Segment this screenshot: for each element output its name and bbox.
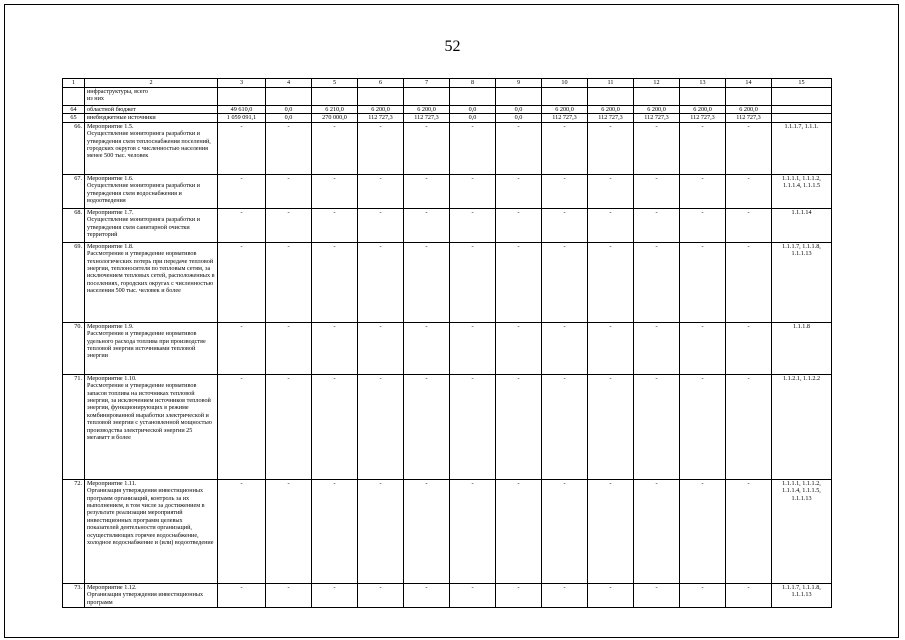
- header-cell: 5: [312, 79, 358, 88]
- value-cell: -: [634, 122, 680, 174]
- value-cell: -: [358, 208, 404, 242]
- value-cell: -: [404, 174, 450, 208]
- value-cell: 112 727,3: [680, 114, 726, 122]
- value-cell: 0,0: [496, 114, 542, 122]
- measure-description: Организация утверждения инвестиционных программ организаций, контроль за их выполнением, в том числе за достижением в результате реализации мероприятий инвестиционных программ целевых показателей деятельности организаций, осуществляющих горячее водоснабжение, холодное водоснабжение и (или) водоотведение: [87, 487, 214, 547]
- value-cell: -: [404, 208, 450, 242]
- value-cell: [588, 88, 634, 106]
- value-cell: -: [312, 122, 358, 174]
- header-cell: 14: [726, 79, 772, 88]
- value-cell: -: [358, 174, 404, 208]
- ref-cell: 1.1.1.7, 1.1.1.: [772, 122, 832, 174]
- value-cell: -: [542, 479, 588, 583]
- value-cell: -: [312, 208, 358, 242]
- table-row: [63, 242, 832, 322]
- value-cell: -: [496, 208, 542, 242]
- value-cell: -: [542, 374, 588, 479]
- value-cell: -: [542, 174, 588, 208]
- value-cell: 49 610,0: [218, 106, 266, 114]
- ref-cell: 1.1.1.1, 1.1.1.2, 1.1.1.4, 1.1.1.5, 1.1.1.13: [772, 479, 832, 583]
- value-cell: -: [404, 374, 450, 479]
- value-cell: -: [266, 479, 312, 583]
- table-row: [63, 208, 832, 242]
- value-cell: -: [680, 583, 726, 607]
- value-cell: -: [680, 208, 726, 242]
- value-cell: -: [450, 174, 496, 208]
- value-cell: 6 200,0: [680, 106, 726, 114]
- value-cell: -: [312, 322, 358, 374]
- value-cell: -: [312, 479, 358, 583]
- table-row: [63, 374, 832, 479]
- value-cell: -: [726, 122, 772, 174]
- measure-title: Мероприятие 1.11.: [87, 479, 137, 487]
- value-cell: 112 727,3: [358, 114, 404, 122]
- table-row: [63, 114, 832, 122]
- ref-cell: [772, 114, 832, 122]
- value-cell: -: [266, 242, 312, 322]
- header-cell: 10: [542, 79, 588, 88]
- value-cell: -: [218, 242, 266, 322]
- value-cell: 112 727,3: [726, 114, 772, 122]
- value-cell: -: [496, 122, 542, 174]
- value-cell: -: [404, 242, 450, 322]
- value-cell: -: [588, 479, 634, 583]
- value-cell: 6 200,0: [404, 106, 450, 114]
- value-cell: [726, 88, 772, 106]
- row-number: 66.: [63, 122, 85, 174]
- measure-title: Мероприятие 1.6.: [87, 174, 134, 182]
- value-cell: -: [680, 479, 726, 583]
- value-cell: -: [312, 583, 358, 607]
- header-cell: 12: [634, 79, 680, 88]
- value-cell: [358, 88, 404, 106]
- value-cell: -: [218, 374, 266, 479]
- value-cell: 6 200,0: [358, 106, 404, 114]
- table-row: [63, 479, 832, 583]
- value-cell: -: [496, 322, 542, 374]
- measure-title: Мероприятие 1.7.: [87, 208, 134, 216]
- row-number: 69.: [63, 242, 85, 322]
- table-header-row: [63, 79, 832, 88]
- ref-cell: 1.1.2.1, 1.1.2.2: [772, 374, 832, 479]
- page-number: 52: [444, 38, 461, 55]
- value-cell: -: [588, 208, 634, 242]
- value-cell: -: [680, 122, 726, 174]
- value-cell: -: [542, 122, 588, 174]
- value-cell: -: [266, 174, 312, 208]
- ref-cell: 1.1.1.7, 1.1.1.8, 1.1.1.13: [772, 242, 832, 322]
- value-cell: -: [358, 374, 404, 479]
- value-cell: -: [450, 242, 496, 322]
- row-number: [63, 88, 85, 106]
- row-label: [85, 374, 218, 479]
- table-row: [63, 322, 832, 374]
- value-cell: [404, 88, 450, 106]
- measure-description: Организация утверждения инвестиционных программ: [87, 591, 204, 606]
- header-cell: 9: [496, 79, 542, 88]
- value-cell: -: [588, 122, 634, 174]
- row-number: 67.: [63, 174, 85, 208]
- measure-description: Осуществление мониторинга разработки и утверждения схем водоснабжения и водоотведения: [87, 182, 200, 205]
- value-cell: -: [726, 322, 772, 374]
- value-cell: [634, 88, 680, 106]
- value-cell: 6 200,0: [634, 106, 680, 114]
- row-label: инфраструктуры, всего из них: [85, 88, 218, 106]
- value-cell: -: [634, 479, 680, 583]
- row-label: [85, 242, 218, 322]
- value-cell: -: [358, 242, 404, 322]
- value-cell: -: [450, 208, 496, 242]
- value-cell: [312, 88, 358, 106]
- value-cell: [266, 88, 312, 106]
- value-cell: -: [218, 174, 266, 208]
- row-label: [85, 122, 218, 174]
- value-cell: -: [496, 583, 542, 607]
- measure-title: Мероприятие 1.10.: [87, 374, 137, 382]
- value-cell: -: [496, 174, 542, 208]
- measure-description: Осуществление мониторинга разработки и утверждения схем теплоснабжения поселений, городских округов с численностью населения менее 500 тыс. человек: [87, 130, 211, 160]
- value-cell: -: [404, 479, 450, 583]
- table-row: [63, 583, 832, 607]
- value-cell: -: [680, 322, 726, 374]
- value-cell: -: [450, 583, 496, 607]
- measure-description: Осуществление мониторинга разработки и утверждения схем санитарной очистки территорий: [87, 216, 200, 239]
- row-number: 72.: [63, 479, 85, 583]
- value-cell: -: [450, 374, 496, 479]
- value-cell: -: [266, 583, 312, 607]
- ref-cell: 1.1.1.1, 1.1.1.2, 1.1.1.4, 1.1.1.5: [772, 174, 832, 208]
- value-cell: -: [496, 242, 542, 322]
- measure-description: Рассмотрение и утверждение нормативов запасов топлива на источниках тепловой энергии, за исключением источников тепловой энергии, функционирующих в режиме комбинированной выработки электрической и тепловой энергии с установленной мощностью производства электрической энергии 25 мегаватт и более: [87, 382, 212, 442]
- value-cell: -: [266, 322, 312, 374]
- header-cell: 11: [588, 79, 634, 88]
- measure-description: Рассмотрение и утверждение нормативов удельного расхода топлива при производстве тепловой энергии источниками тепловой энергии: [87, 330, 206, 360]
- value-cell: [496, 88, 542, 106]
- value-cell: -: [266, 122, 312, 174]
- value-cell: -: [634, 583, 680, 607]
- value-cell: -: [496, 479, 542, 583]
- value-cell: -: [680, 174, 726, 208]
- header-cell: 2: [85, 79, 218, 88]
- value-cell: [772, 88, 832, 106]
- measure-title: Мероприятие 1.8.: [87, 242, 134, 250]
- row-label: [85, 174, 218, 208]
- ref-cell: 1.1.1.7, 1.1.1.8, 1.1.1.13: [772, 583, 832, 607]
- value-cell: 0,0: [496, 106, 542, 114]
- value-cell: -: [218, 208, 266, 242]
- value-cell: -: [496, 374, 542, 479]
- row-label: [85, 479, 218, 583]
- value-cell: -: [726, 583, 772, 607]
- value-cell: 6 200,0: [588, 106, 634, 114]
- value-cell: -: [404, 322, 450, 374]
- table-row: [63, 174, 832, 208]
- value-cell: -: [726, 479, 772, 583]
- value-cell: -: [726, 242, 772, 322]
- header-cell: 7: [404, 79, 450, 88]
- value-cell: -: [312, 374, 358, 479]
- value-cell: -: [358, 583, 404, 607]
- table-row: [63, 122, 832, 174]
- value-cell: -: [218, 479, 266, 583]
- value-cell: 6 200,0: [542, 106, 588, 114]
- ref-cell: [772, 106, 832, 114]
- row-label: областной бюджет: [85, 106, 218, 114]
- row-label: [85, 322, 218, 374]
- value-cell: -: [266, 208, 312, 242]
- value-cell: [680, 88, 726, 106]
- value-cell: [218, 88, 266, 106]
- value-cell: -: [680, 242, 726, 322]
- value-cell: -: [542, 242, 588, 322]
- value-cell: -: [634, 322, 680, 374]
- value-cell: 0,0: [450, 106, 496, 114]
- row-number: 68.: [63, 208, 85, 242]
- value-cell: [450, 88, 496, 106]
- value-cell: -: [542, 322, 588, 374]
- value-cell: -: [218, 583, 266, 607]
- row-number: 64: [63, 106, 85, 114]
- value-cell: -: [450, 322, 496, 374]
- measure-title: Мероприятие 1.9.: [87, 322, 134, 330]
- table-row: [63, 88, 832, 106]
- value-cell: 112 727,3: [588, 114, 634, 122]
- row-label: [85, 583, 218, 607]
- value-cell: -: [450, 479, 496, 583]
- value-cell: -: [588, 322, 634, 374]
- value-cell: -: [404, 122, 450, 174]
- row-number: 71.: [63, 374, 85, 479]
- header-cell: 15: [772, 79, 832, 88]
- value-cell: -: [312, 242, 358, 322]
- value-cell: -: [634, 242, 680, 322]
- row-number: 70.: [63, 322, 85, 374]
- ref-cell: 1.1.1.8: [772, 322, 832, 374]
- measure-description: Рассмотрение и утверждение нормативов технологических потерь при передаче тепловой энергии, теплоносителя по тепловым сетям, за исключением тепловых сетей, расположенных в поселениях, городских округах с численностью населения 500 тыс. человек и более: [87, 250, 215, 295]
- row-label: внебюджетные источники: [85, 114, 218, 122]
- value-cell: 112 727,3: [404, 114, 450, 122]
- header-cell: 8: [450, 79, 496, 88]
- value-cell: -: [726, 208, 772, 242]
- header-cell: 3: [218, 79, 266, 88]
- measures-table: [62, 78, 832, 608]
- value-cell: -: [404, 583, 450, 607]
- value-cell: -: [634, 208, 680, 242]
- value-cell: 112 727,3: [634, 114, 680, 122]
- value-cell: -: [542, 583, 588, 607]
- value-cell: 1 059 091,1: [218, 114, 266, 122]
- row-label: [85, 208, 218, 242]
- value-cell: 0,0: [266, 106, 312, 114]
- value-cell: -: [450, 122, 496, 174]
- value-cell: 0,0: [266, 114, 312, 122]
- value-cell: -: [218, 322, 266, 374]
- measure-title: Мероприятие 1.12.: [87, 583, 137, 591]
- value-cell: -: [542, 208, 588, 242]
- value-cell: -: [680, 374, 726, 479]
- value-cell: -: [726, 174, 772, 208]
- value-cell: -: [726, 374, 772, 479]
- value-cell: [542, 88, 588, 106]
- value-cell: 0,0: [450, 114, 496, 122]
- header-cell: 4: [266, 79, 312, 88]
- value-cell: -: [218, 122, 266, 174]
- value-cell: -: [358, 479, 404, 583]
- value-cell: -: [358, 122, 404, 174]
- header-cell: 6: [358, 79, 404, 88]
- value-cell: -: [266, 374, 312, 479]
- row-number: 73.: [63, 583, 85, 607]
- value-cell: -: [588, 374, 634, 479]
- value-cell: 112 727,3: [542, 114, 588, 122]
- value-cell: -: [312, 174, 358, 208]
- measure-title: Мероприятие 1.5.: [87, 122, 134, 130]
- value-cell: -: [588, 174, 634, 208]
- value-cell: 6 200,0: [726, 106, 772, 114]
- value-cell: -: [634, 174, 680, 208]
- value-cell: -: [634, 374, 680, 479]
- row-number: 65: [63, 114, 85, 122]
- value-cell: 6 210,0: [312, 106, 358, 114]
- header-cell: 13: [680, 79, 726, 88]
- value-cell: 270 000,0: [312, 114, 358, 122]
- value-cell: -: [358, 322, 404, 374]
- table-row: [63, 106, 832, 114]
- value-cell: -: [588, 242, 634, 322]
- value-cell: -: [588, 583, 634, 607]
- ref-cell: 1.1.1.14: [772, 208, 832, 242]
- header-cell: 1: [63, 79, 85, 88]
